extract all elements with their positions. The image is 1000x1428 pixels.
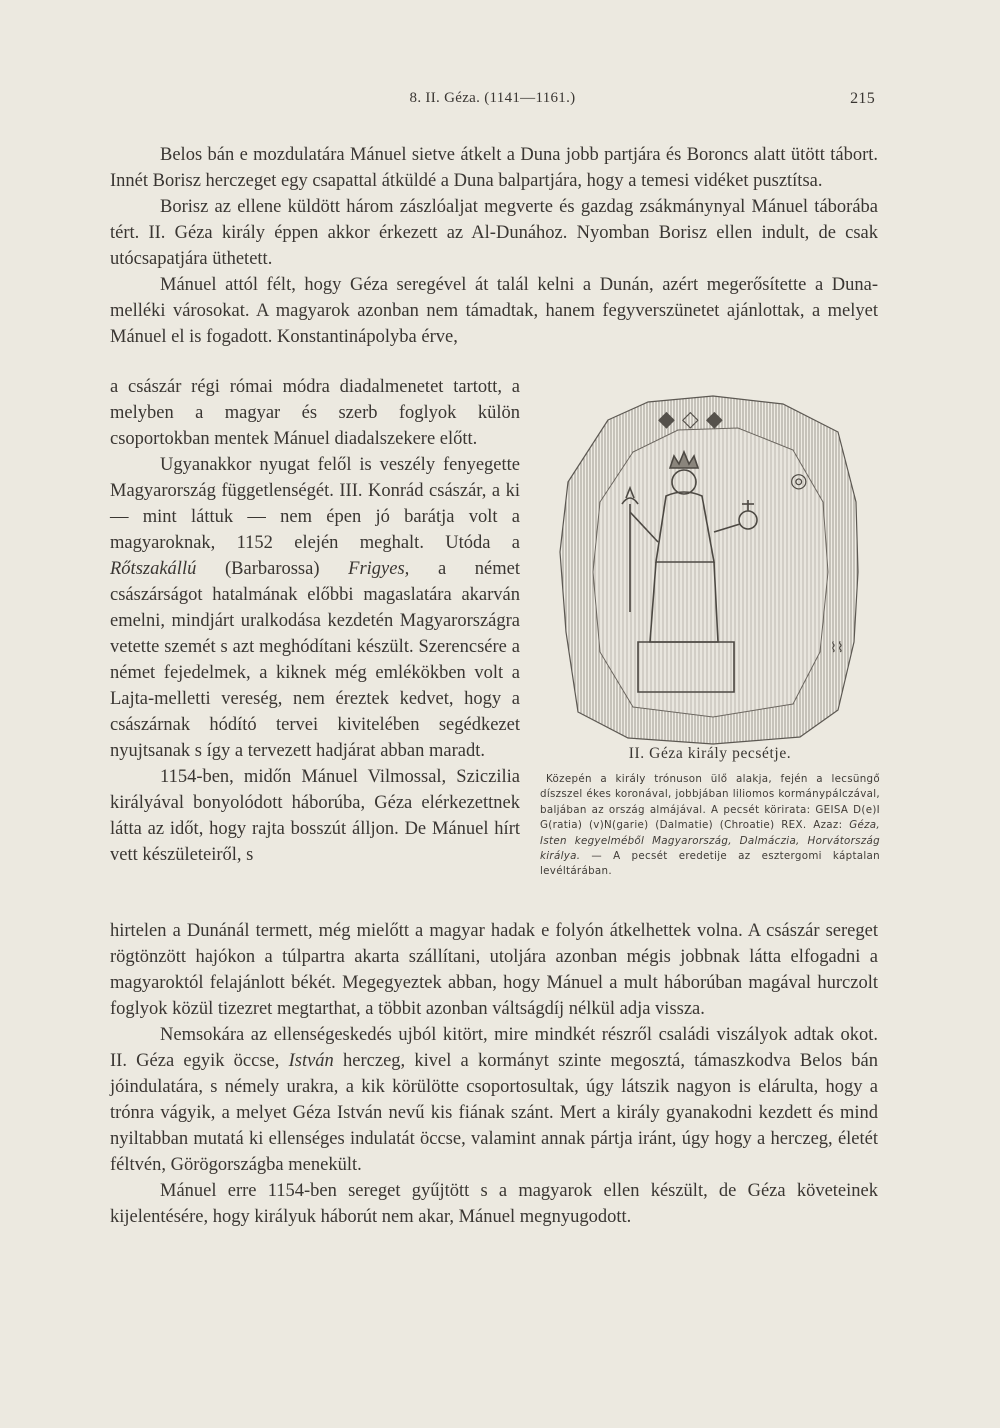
paragraph: [110, 1022, 878, 1178]
paragraph-text: Nemsokára az ellenségeskedés ujból kitört, mire mindkét részről családi viszályok adtak okot. II. Géza egyik öccse,: [110, 1025, 878, 1071]
page-number: 215: [850, 90, 875, 107]
caption-text: — A pecsét eredetije az esztergomi káptalan levéltárában.: [540, 850, 880, 878]
paragraph-text: a császár régi római módra diadalmenetet tartott, a melyben a magyar és szerb foglyok külön csoportokban mentek Mánuel diadalszekere előtt.: [110, 377, 520, 449]
paragraph-text: Ugyanakkor nyugat felől is veszély fenyegette Magyarország függetlenségét. III. Konrád császár, a ki — mint láttuk — nem épen jó barátja volt a magyaroknak, 1152 elején meghalt. Utóda a: [110, 455, 520, 553]
svg-text:◎: ◎: [790, 468, 808, 492]
paragraph-text: herczeg, kivel a kormányt szinte megosztá, támaszkodva Belos bán jóindulatára, s némely urakra, a kik körülötte csoportosultak, úgy látszik nagyon is elárulta, hogy a trónra vágyik, a melyet Géza István nevű kis fiának szánt. Mert a király gyanakodni kezdett és mind nyiltabban mutatá ki ellenséges indulatát öccse, valamint annak pártja iránt, úgy hogy a herczeg, életét féltvén, Görögországba menekült.: [110, 1051, 878, 1175]
body-text-top: [110, 142, 878, 350]
paragraph: [110, 918, 878, 1022]
paragraph-text: (Barbarossa): [196, 559, 349, 579]
italic-name: Rőtszakállú: [110, 559, 197, 579]
paragraph: Borisz az ellene küldött három zászlóaljat megverte és gazdag zsákmánynyal Mánuel táborába tért. II. Géza király éppen akkor érkezett az Al-Dunához. Nyomban Borisz ellen indult, de csak utócsapatjára üthetett.: [110, 197, 878, 269]
seal-illustration: [538, 392, 886, 752]
paragraph: [110, 374, 520, 452]
italic-name: Frigyes,: [348, 559, 410, 579]
body-text-bottom: [110, 918, 878, 1230]
figure-caption: [540, 772, 880, 880]
running-header: [110, 90, 875, 114]
chapter-title: 8. II. Géza. (1141—1161.): [409, 90, 576, 106]
paragraph: Mánuel erre 1154-ben sereget gyűjtött s a magyarok ellen készült, de Géza követeinek kijelentésére, hogy királyuk háborút nem akar, Mánuel megnyugodott.: [110, 1181, 878, 1227]
seal-image: [538, 392, 886, 752]
caption-text: Közepén a király trónuson ülő alakja, fején a lecsüngő díszszel ékes koronával, jobbjában liliomos kormánypálczával, baljában az ország almájával. A pecsét körirata: GEISA D(e)I G(ratia) (v)N(garie) (Dalmatie) (Chroatie) REX. Azaz:: [540, 773, 880, 832]
paragraph-text: a német császárságot hatalmának előbbi magaslatára akarván emelni, mindjárt uralkodása kezdetén Magyarországra vetette szemét s azt meghódítani készült. Szerencsére a német fejedelmek, a kiknek még emlékökben volt a Lajta-melletti vereség, nem éreztek kedvet, hogy a császárnak hódító tervei kivitelében segédkezet nyujtsanak s így a tervezett hadjárat abban maradt.: [110, 559, 520, 761]
caption-translation: Géza, Isten kegyelméből Magyarország, Dalmáczia, Horvátország királya.: [540, 819, 880, 863]
paragraph: [110, 764, 520, 868]
body-text-column: [110, 374, 520, 868]
paragraph: [110, 452, 520, 764]
paragraph: Mánuel attól félt, hogy Géza seregével át talál kelni a Dunán, azért megerősítette a Duna-melléki városokat. A magyarok azonban nem támadtak, hanem fegyverszünetet ajánlottak, a melyet Mánuel el is fogadott. Konstantinápolyba érve,: [110, 275, 878, 347]
paragraph-text: hirtelen a Dunánál termett, még mielőtt a magyar hadak e folyón átkelhettek volna. A császár sereget rögtönzött hajókon a túlpartra akarta szállítani, utoljára azonban mégis jobbnak látta elfogadni a magyaroktól felajánlott békét. Megegyeztek abban, hogy Mánuel a mult háborúban magával hurczolt foglyok közül tizezret megtarthat, a többit azonban váltságdíj nélkül adja vissza.: [110, 921, 878, 1019]
figure-title: II. Géza király pecsétje.: [628, 745, 792, 762]
italic-name: István: [288, 1051, 334, 1071]
paragraph: Belos bán e mozdulatára Mánuel sietve átkelt a Duna jobb partjára és Boroncs alatt ütött tábort. Innét Borisz herczeget egy csapattal átküldé a Duna balpartjára, hogy a temesi vidéket pusztítsa.: [110, 145, 878, 191]
paragraph-text: 1154-ben, midőn Mánuel Vilmossal, Sziczilia királyával bonyolódott háborúba, Géza elérkezettnek látta az időt, hogy rajta bosszút álljon. De Mánuel hírt vett készületeiről, s: [110, 767, 520, 865]
seal-legend-fragment: ◆ ◇ ◆: [658, 407, 723, 432]
svg-text:⌇⌇: ⌇⌇: [830, 640, 844, 656]
